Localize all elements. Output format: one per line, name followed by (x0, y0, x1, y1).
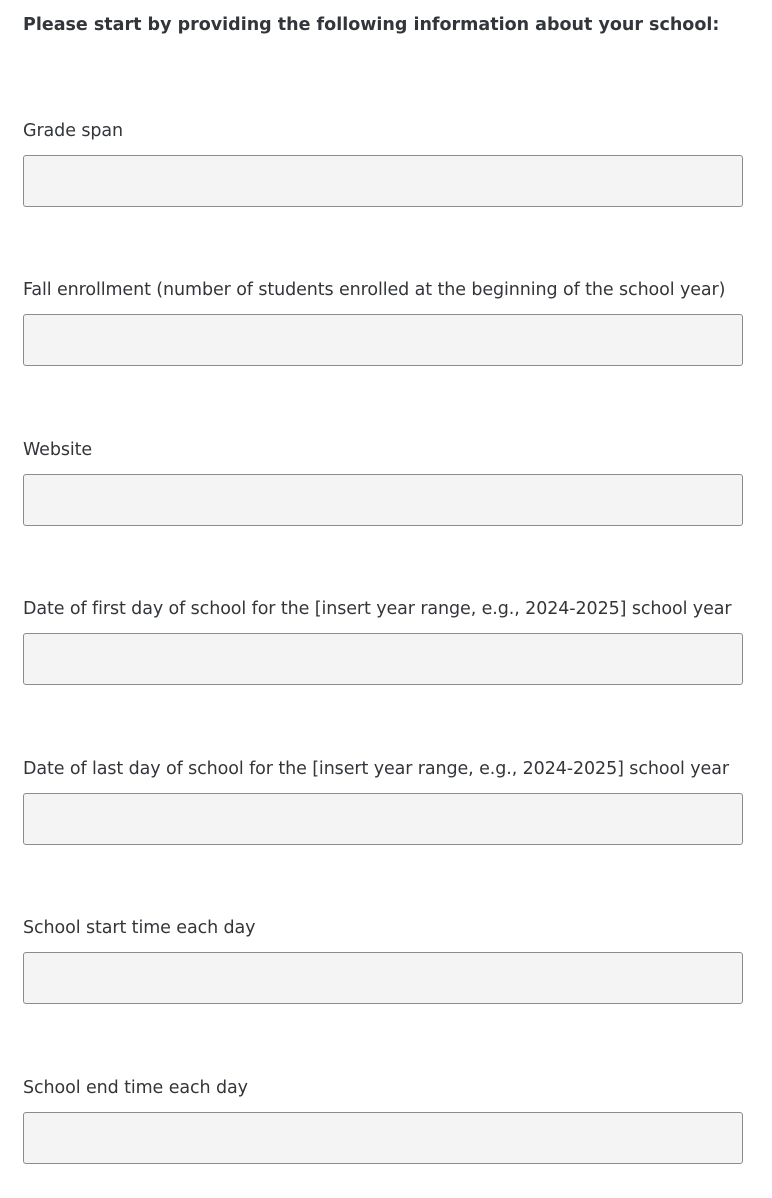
first-day-input[interactable] (23, 633, 743, 685)
first-day-label: Date of first day of school for the [insert year range, e.g., 2024-2025] school year (23, 599, 732, 619)
fall-enrollment-input[interactable] (23, 314, 743, 366)
end-time-label: School end time each day (23, 1078, 248, 1098)
start-time-input[interactable] (23, 952, 743, 1004)
last-day-input[interactable] (23, 793, 743, 845)
start-time-label: School start time each day (23, 918, 256, 938)
form-intro-heading: Please start by providing the following information about your school: (23, 15, 720, 35)
field-website (23, 437, 743, 463)
grade-span-label: Grade span (23, 121, 123, 141)
grade-span-input[interactable] (23, 155, 743, 207)
field-fall-enrollment (23, 277, 743, 303)
field-end-time (23, 1075, 743, 1101)
field-start-time (23, 915, 743, 941)
website-label: Website (23, 440, 93, 460)
field-first-day (23, 596, 743, 622)
end-time-input[interactable] (23, 1112, 743, 1164)
field-last-day (23, 756, 743, 782)
fall-enrollment-label: Fall enrollment (number of students enrolled at the beginning of the school year) (23, 280, 726, 300)
website-input[interactable] (23, 474, 743, 526)
field-grade-span (23, 118, 743, 144)
last-day-label: Date of last day of school for the [insert year range, e.g., 2024-2025] school year (23, 759, 729, 779)
